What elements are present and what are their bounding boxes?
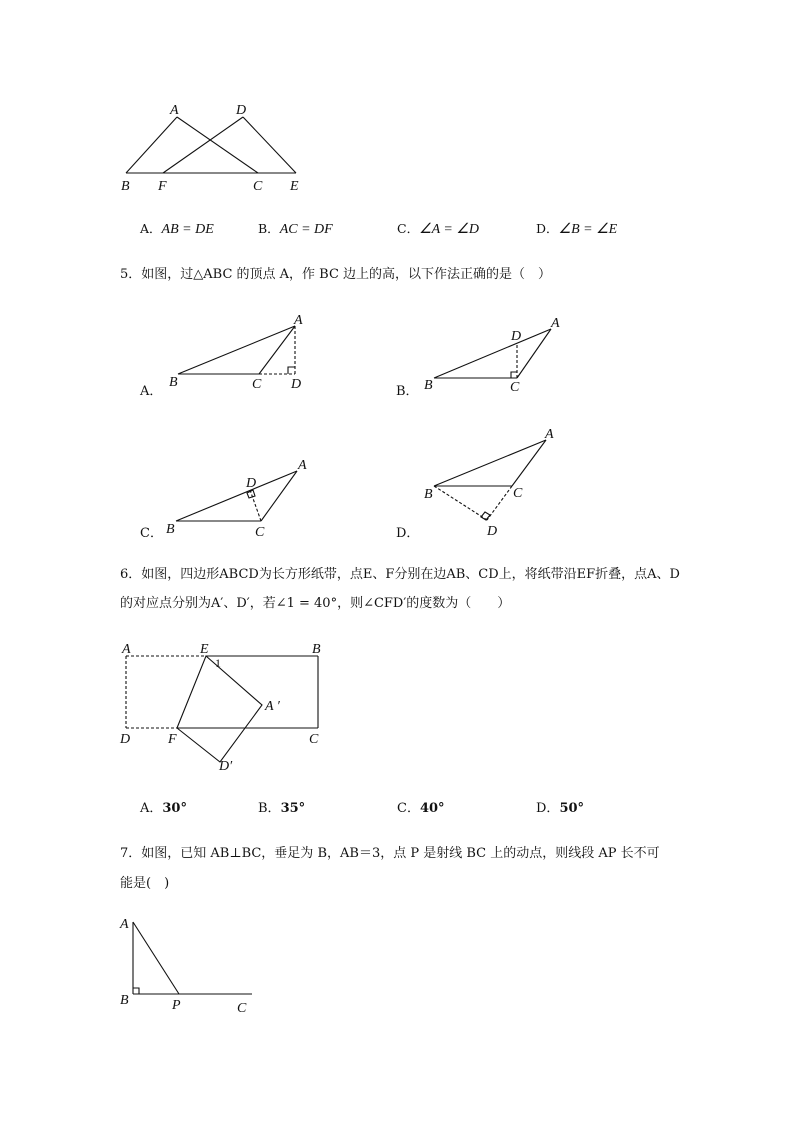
q6-option-a[interactable]: A．30° [140, 801, 187, 816]
q5-option-c[interactable]: C． [140, 526, 163, 541]
q7-label-c: C [237, 1001, 247, 1016]
q6-label-b: B [312, 642, 321, 657]
q7-stem-line2: 能是( ) [120, 876, 170, 891]
q4-option-a[interactable]: A．AB = DE [140, 221, 214, 237]
q5a-label-d: D [291, 377, 302, 392]
q5c-label-d: D [246, 476, 257, 491]
q5d-label-b: B [424, 487, 433, 502]
q5c-label-b: B [166, 522, 175, 537]
q5b-label-a: A [551, 316, 560, 331]
q6-option-b[interactable]: B．35° [258, 801, 306, 816]
q5b-label-b: B [424, 378, 433, 393]
q6-label-d-prime: D′ [219, 759, 233, 774]
q5d-label-a: A [545, 427, 554, 442]
q4-label-d: D [236, 103, 247, 118]
q4-label-c: C [253, 179, 263, 194]
q4-label-e: E [290, 179, 299, 194]
q6-label-f: F [168, 732, 177, 747]
q6-label-a: A [122, 642, 131, 657]
q5c-label-c: C [255, 525, 265, 540]
q4-option-c[interactable]: C．∠A = ∠D [397, 221, 480, 237]
q5a-label-c: C [252, 377, 262, 392]
q5d-label-c: C [513, 486, 523, 501]
q6-option-d[interactable]: D．50° [536, 801, 585, 816]
q6-label-e: E [200, 642, 209, 657]
q5b-label-c: C [510, 380, 520, 395]
q7-label-b: B [120, 993, 129, 1008]
q5c-label-a: A [298, 458, 307, 473]
q5-option-b[interactable]: B． [396, 384, 419, 399]
q7-label-a: A [120, 917, 129, 932]
q4-label-a: A [170, 103, 179, 118]
q5a-label-b: B [169, 375, 178, 390]
q5-option-d[interactable]: D． [396, 526, 420, 541]
q6-label-c: C [309, 732, 319, 747]
q4-option-d[interactable]: D．∠B = ∠E [536, 221, 618, 237]
q6-option-c[interactable]: C．40° [397, 801, 445, 816]
q4-option-b[interactable]: B．AC = DF [258, 221, 333, 237]
q5-option-a[interactable]: A． [140, 384, 163, 399]
q4-label-b: B [121, 179, 130, 194]
q5a-label-a: A [294, 313, 303, 328]
q6-label-a-prime: A ′ [265, 699, 280, 714]
q6-label-d: D [120, 732, 131, 747]
q5b-label-d: D [511, 329, 522, 344]
q6-stem-line1: 6．如图，四边形ABCD为长方形纸带，点E、F分别在边AB、CD上，将纸带沿EF折叠，点A、D [120, 567, 680, 582]
q6-label-angle1: 1 [215, 656, 221, 670]
q6-stem-line2: 的对应点分别为A′、D′，若∠1 = 40°，则∠CFD′的度数为（ ） [120, 596, 511, 611]
q7-stem-line1: 7．如图，已知 AB⊥BC，垂足为 B，AB＝3，点 P 是射线 BC 上的动点，则线段 AP 长不可 [120, 846, 660, 861]
q5-stem: 5．如图，过△ABC 的顶点 A，作 BC 边上的高，以下作法正确的是（ ） [120, 267, 552, 282]
q7-label-p: P [172, 998, 181, 1013]
q5d-label-d: D [487, 524, 498, 539]
q4-label-f: F [158, 179, 167, 194]
